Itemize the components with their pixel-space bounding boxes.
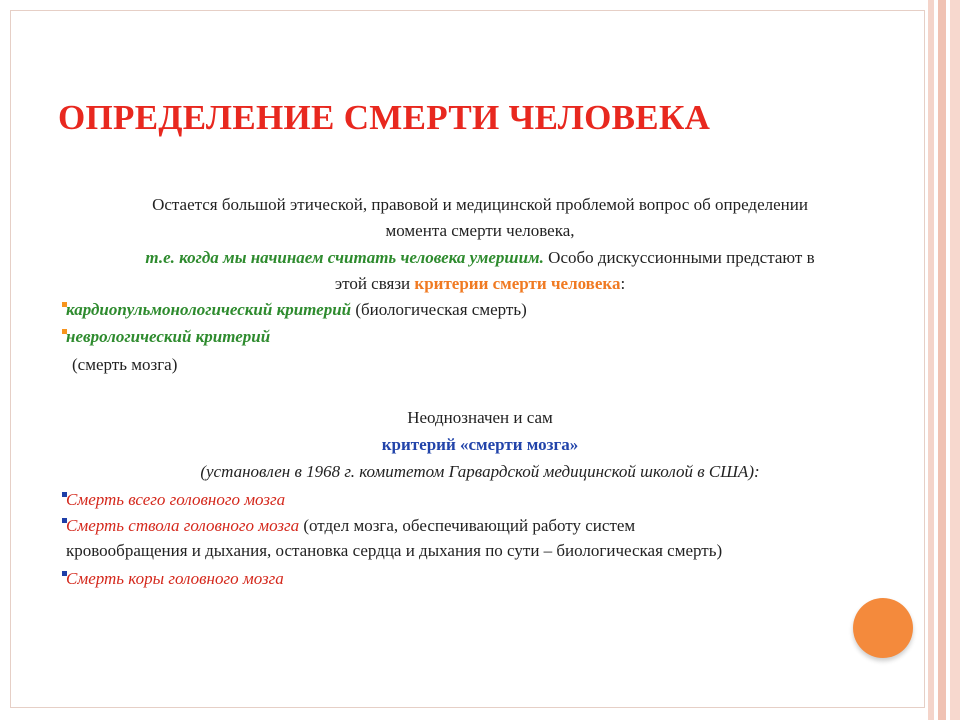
bullet-brainstem: [66, 515, 635, 537]
brain-criterion-label: критерий «смерти мозга»: [381, 435, 579, 454]
bullet-neuro-cont: (смерть мозга): [72, 355, 178, 374]
slide-title: ОПРЕДЕЛЕНИЕ СМЕРТИ ЧЕЛОВЕКА: [58, 98, 711, 137]
decorative-stripes: [924, 0, 960, 720]
whole-brain-label: Смерть всего головного мозга: [66, 490, 286, 509]
established-line: (установлен в 1968 г. комитетом Гарвардской медицинской школой в США):: [200, 462, 760, 481]
bullet-neuro: [66, 326, 270, 348]
intro-line-4: [40, 273, 920, 295]
intro-line-3-rest: Особо дискуссионными предстают в: [543, 248, 815, 267]
cardio-criterion: кардиопульмонологический критерий: [66, 300, 352, 319]
criteria-phrase: критерии смерти человека: [414, 274, 621, 293]
green-phrase: т.е. когда мы начинаем считать человека умершим.: [145, 248, 544, 267]
brainstem-rest: (отдел мозга, обеспечивающий работу систем: [299, 516, 636, 535]
bullet-cortex: [66, 568, 284, 590]
bullet-whole-brain: [66, 489, 285, 511]
cortex-label: Смерть коры головного мозга: [66, 569, 284, 588]
bullet-cardio: [66, 299, 527, 321]
cardio-rest: (биологическая смерть): [351, 300, 527, 319]
ambiguous-line: Неоднозначен и сам: [407, 408, 553, 427]
intro-line-1: Остается большой этической, правовой и медицинской проблемой вопрос об определении: [152, 195, 808, 214]
intro-line-2: момента смерти человека,: [385, 221, 575, 240]
brain-criterion: [40, 434, 920, 456]
orange-circle-decoration: [853, 598, 913, 658]
bullet-brainstem-cont: кровообращения и дыхания, остановка сердца и дыхания по сути – биологическая смерть): [66, 541, 723, 560]
intro-line-4-start: этой связи: [334, 274, 415, 293]
neuro-criterion: неврологический критерий: [66, 327, 271, 346]
brainstem-label: Смерть ствола головного мозга: [66, 516, 300, 535]
colon: :: [620, 274, 626, 293]
intro-line-3: [40, 247, 920, 269]
